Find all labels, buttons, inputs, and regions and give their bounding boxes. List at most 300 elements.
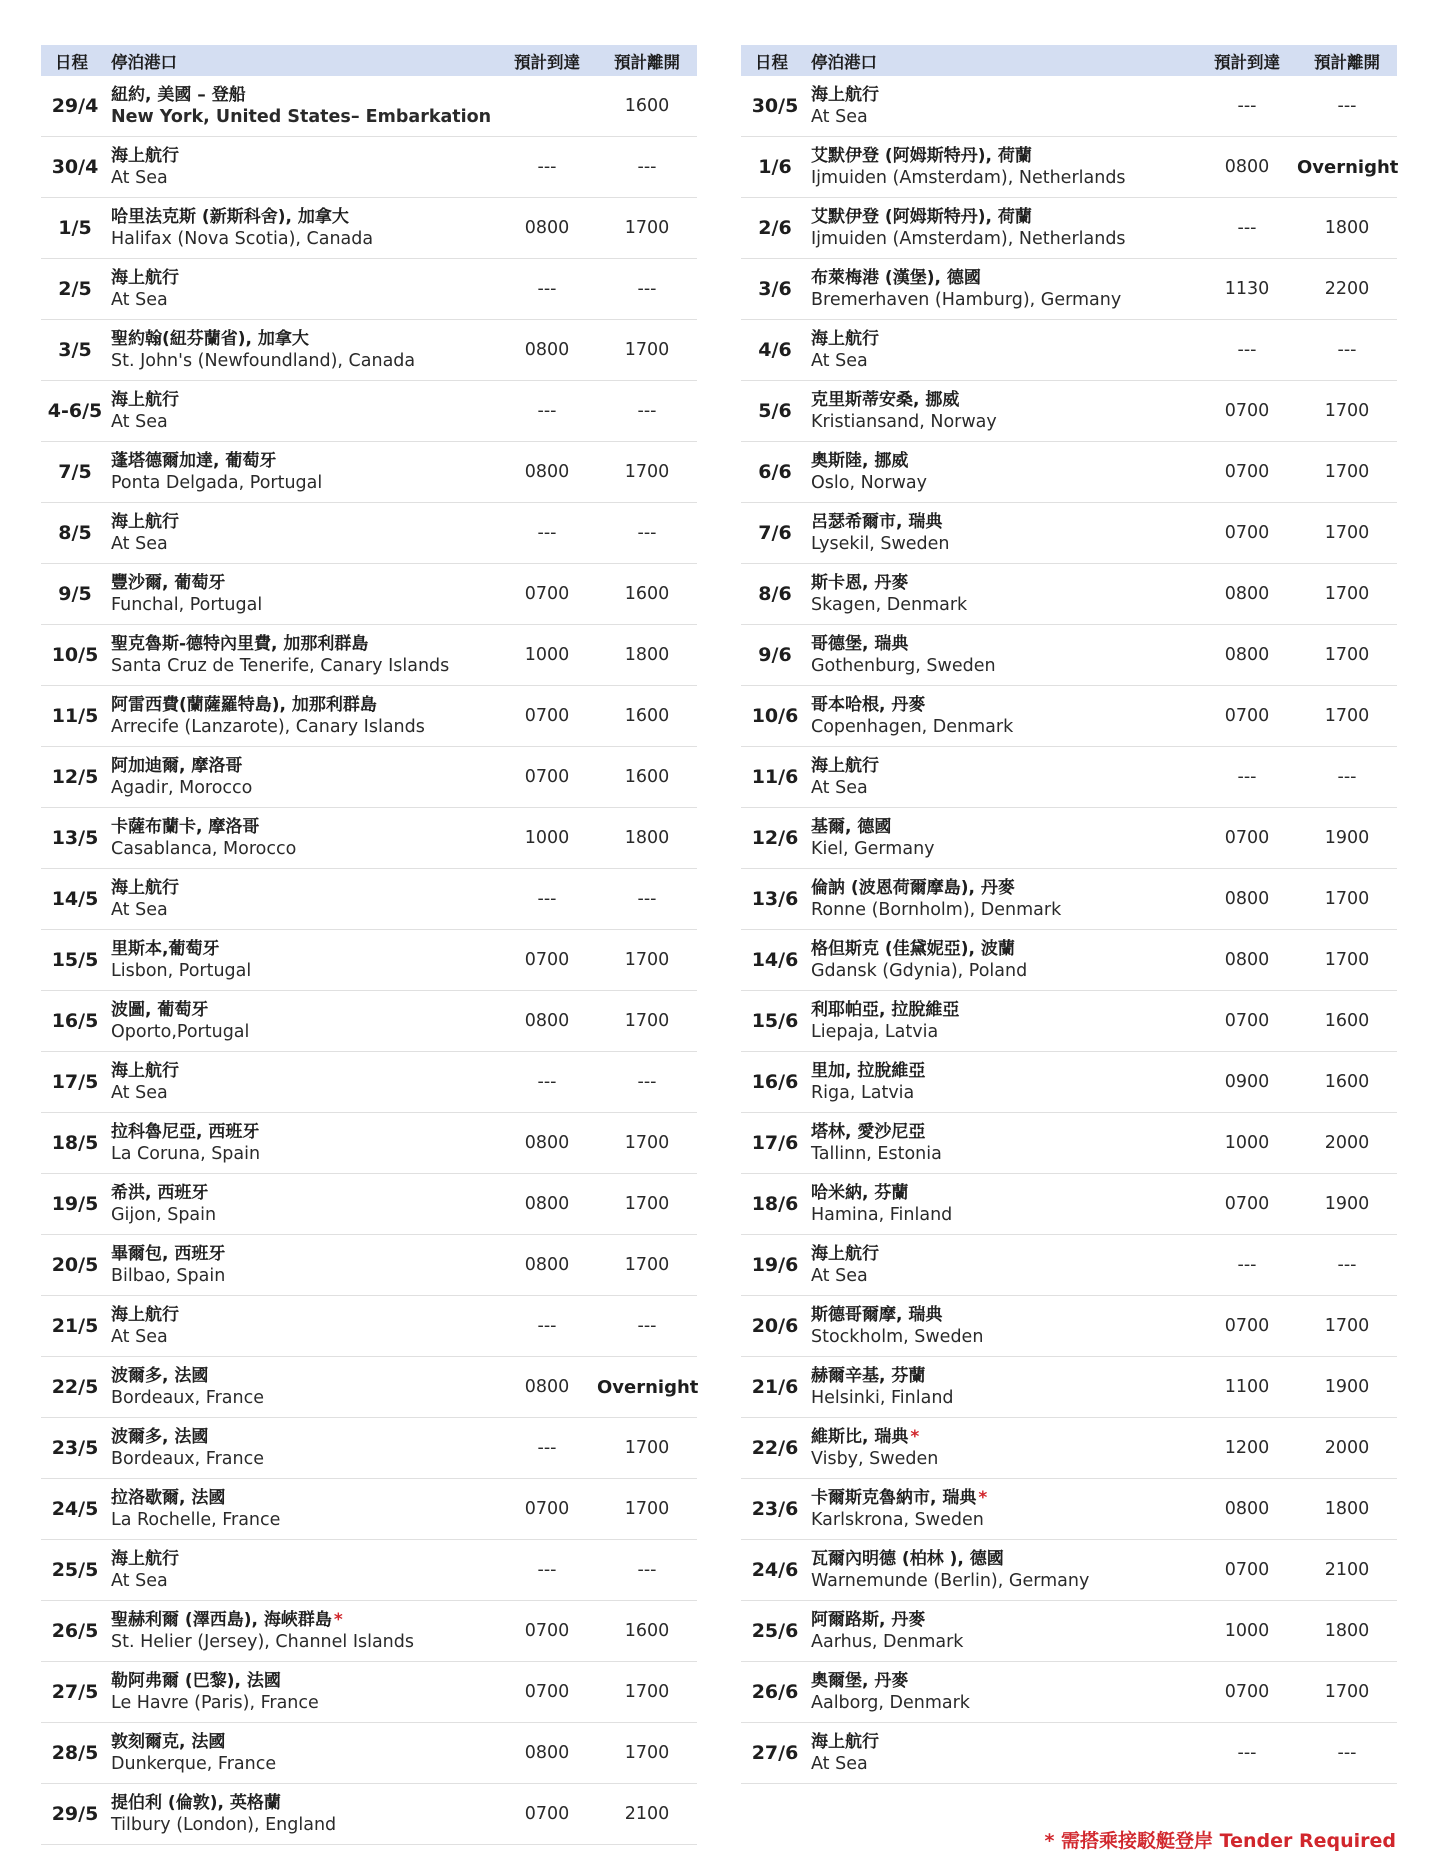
port-name-en: Bremerhaven (Hamburg), Germany: [811, 290, 1122, 310]
port-name-zh-text: 海上航行: [111, 268, 179, 288]
table-row: [41, 503, 697, 564]
port-name-zh: [811, 1304, 1197, 1326]
row-arrival: ---: [537, 1438, 557, 1458]
row-arrival: 0800: [1224, 889, 1270, 909]
row-departure: ---: [637, 401, 657, 421]
row-arrival: 0800: [1224, 645, 1270, 665]
row-arrival: ---: [537, 1316, 557, 1336]
tender-footnote: * 需搭乘接駁艇登岸 Tender Required: [1044, 1830, 1396, 1852]
row-port: [109, 816, 497, 860]
port-name-zh-text: 格但斯克 (佳黛妮亞), 波蘭: [811, 939, 1015, 959]
row-departure: ---: [637, 889, 657, 909]
row-day: 26/6: [751, 1681, 799, 1703]
row-port: [109, 1060, 497, 1104]
table-header: [41, 45, 697, 76]
row-arrival: 0700: [524, 584, 570, 604]
row-day: 16/5: [51, 1010, 99, 1032]
table-row: [41, 625, 697, 686]
port-name-zh-text: 波爾多, 法國: [111, 1427, 209, 1447]
row-departure: ---: [1337, 767, 1357, 787]
row-port: [809, 1426, 1197, 1470]
table-row: [41, 1662, 697, 1723]
row-day: 7/5: [58, 461, 92, 483]
port-name-en: Tallinn, Estonia: [811, 1144, 942, 1164]
port-name-zh-text: 拉科魯尼亞, 西班牙: [111, 1122, 260, 1142]
table-row: [41, 442, 697, 503]
row-arrival: 0700: [524, 1682, 570, 1702]
table-row: [41, 1235, 697, 1296]
table-row: [41, 137, 697, 198]
itinerary-table-right: [741, 45, 1397, 1784]
row-day: 12/5: [51, 766, 99, 788]
table-row: [741, 76, 1397, 137]
row-departure: ---: [1337, 96, 1357, 116]
table-row: [41, 1601, 697, 1662]
table-row: [41, 381, 697, 442]
port-name-zh-text: 哥德堡, 瑞典: [811, 634, 909, 654]
port-name-zh: [111, 389, 497, 411]
table-row: [741, 320, 1397, 381]
row-arrival: ---: [537, 157, 557, 177]
port-name-zh-text: 海上航行: [811, 1732, 879, 1752]
port-name-zh-text: 紐約, 美國 – 登船: [111, 85, 246, 105]
port-name-zh-text: 呂瑟希爾市, 瑞典: [811, 512, 943, 532]
table-row: [741, 137, 1397, 198]
row-arrival: ---: [537, 1560, 557, 1580]
port-name-en: Casablanca, Morocco: [111, 839, 297, 859]
port-name-zh: [811, 328, 1197, 350]
port-name-en: At Sea: [811, 107, 868, 127]
row-departure: Overnight: [1297, 156, 1399, 178]
port-name-zh: [111, 816, 497, 838]
port-name-zh-text: 希洪, 西班牙: [111, 1183, 209, 1203]
port-name-zh: [111, 1060, 497, 1082]
row-port: [809, 877, 1197, 921]
port-name-zh-text: 豐沙爾, 葡萄牙: [111, 573, 226, 593]
row-day: 9/5: [58, 583, 92, 605]
port-name-en: At Sea: [811, 1266, 868, 1286]
row-arrival: ---: [537, 523, 557, 543]
table-row: [41, 320, 697, 381]
row-day: 19/6: [751, 1254, 799, 1276]
row-day: 15/5: [51, 949, 99, 971]
row-day: 27/6: [751, 1742, 799, 1764]
row-arrival: 1000: [1224, 1133, 1270, 1153]
row-port: [809, 1365, 1197, 1409]
row-departure: ---: [637, 157, 657, 177]
row-arrival: 1000: [1224, 1621, 1270, 1641]
port-name-en: Riga, Latvia: [811, 1083, 915, 1103]
table-row: [741, 1052, 1397, 1113]
port-name-en: Gdansk (Gdynia), Poland: [811, 961, 1028, 981]
row-departure: ---: [637, 523, 657, 543]
tender-star: *: [333, 1610, 343, 1630]
row-departure: ---: [637, 1316, 657, 1336]
port-name-en: At Sea: [111, 1083, 168, 1103]
port-name-en: At Sea: [111, 290, 168, 310]
port-name-en: At Sea: [111, 412, 168, 432]
row-departure: 1700: [1324, 401, 1370, 421]
row-port: [809, 755, 1197, 799]
row-arrival: 0800: [1224, 1499, 1270, 1519]
port-name-en: La Rochelle, France: [111, 1510, 281, 1530]
port-name-en: Stockholm, Sweden: [811, 1327, 984, 1347]
port-name-zh: [111, 572, 497, 594]
port-name-zh-text: 波爾多, 法國: [111, 1366, 209, 1386]
row-day: 9/6: [758, 644, 792, 666]
row-day: 17/5: [51, 1071, 99, 1093]
row-day: 13/5: [51, 827, 99, 849]
row-arrival: 0800: [524, 1011, 570, 1031]
port-name-zh-text: 海上航行: [111, 512, 179, 532]
port-name-zh: [811, 1731, 1197, 1753]
port-name-en: Karlskrona, Sweden: [811, 1510, 984, 1530]
port-name-en: Santa Cruz de Tenerife, Canary Islands: [111, 656, 450, 676]
row-port: [809, 572, 1197, 616]
row-day: 24/6: [751, 1559, 799, 1581]
port-name-zh: [111, 145, 497, 167]
row-port: [809, 1304, 1197, 1348]
port-name-zh-text: 艾默伊登 (阿姆斯特丹), 荷蘭: [811, 207, 1032, 227]
row-day: 22/6: [751, 1437, 799, 1459]
port-name-en: Lysekil, Sweden: [811, 534, 950, 554]
table-row: [741, 1174, 1397, 1235]
port-name-zh-text: 海上航行: [811, 329, 879, 349]
port-name-en: At Sea: [111, 168, 168, 188]
row-arrival: 0700: [524, 1499, 570, 1519]
table-row: [41, 564, 697, 625]
row-arrival: 0800: [524, 1377, 570, 1397]
row-port: [109, 633, 497, 677]
row-port: [109, 1792, 497, 1836]
row-port: [109, 84, 497, 128]
row-port: [109, 511, 497, 555]
table-row: [741, 564, 1397, 625]
row-arrival: 0700: [1224, 462, 1270, 482]
port-name-en: St. Helier (Jersey), Channel Islands: [111, 1632, 415, 1652]
row-departure: 1800: [624, 828, 670, 848]
row-day: 29/4: [51, 95, 99, 117]
row-port: [109, 1609, 497, 1653]
table-row: [741, 259, 1397, 320]
port-name-en: Halifax (Nova Scotia), Canada: [111, 229, 374, 249]
header-arrive: 預計到達: [1214, 52, 1280, 72]
row-port: [809, 633, 1197, 677]
port-name-en: Skagen, Denmark: [811, 595, 968, 615]
row-port: [809, 1182, 1197, 1226]
row-arrival: 0700: [1224, 828, 1270, 848]
row-departure: 1600: [1324, 1011, 1370, 1031]
table-row: [41, 1418, 697, 1479]
port-name-zh: [811, 450, 1197, 472]
row-port: [109, 1731, 497, 1775]
row-day: 25/6: [751, 1620, 799, 1642]
port-name-zh-text: 阿爾路斯, 丹麥: [811, 1610, 926, 1630]
row-departure: 1900: [1324, 1377, 1370, 1397]
row-arrival: ---: [1237, 1743, 1257, 1763]
port-name-en: Aalborg, Denmark: [811, 1693, 970, 1713]
port-name-zh: [111, 877, 497, 899]
port-name-en: At Sea: [811, 351, 868, 371]
row-port: [109, 1182, 497, 1226]
port-name-zh: [811, 938, 1197, 960]
row-departure: 1600: [624, 96, 670, 116]
port-name-en: Dunkerque, France: [111, 1754, 277, 1774]
row-arrival: 0700: [524, 767, 570, 787]
port-name-zh: [111, 1304, 497, 1326]
port-name-en: Warnemunde (Berlin), Germany: [811, 1571, 1090, 1591]
port-name-zh-text: 里加, 拉脫維亞: [811, 1061, 926, 1081]
port-name-zh-text: 艾默伊登 (阿姆斯特丹), 荷蘭: [811, 146, 1032, 166]
port-name-zh: [111, 328, 497, 350]
table-row: [741, 686, 1397, 747]
port-name-zh: [111, 1243, 497, 1265]
row-departure: 2100: [1324, 1560, 1370, 1580]
row-day: 23/6: [751, 1498, 799, 1520]
row-departure: ---: [1337, 340, 1357, 360]
row-port: [809, 145, 1197, 189]
port-name-en: Oporto,Portugal: [111, 1022, 250, 1042]
port-name-zh: [111, 1121, 497, 1143]
table-row: [741, 1540, 1397, 1601]
row-departure: 2200: [1324, 279, 1370, 299]
row-port: [109, 267, 497, 311]
port-name-en: Liepaja, Latvia: [811, 1022, 939, 1042]
row-departure: 1700: [1324, 584, 1370, 604]
row-arrival: 0800: [1224, 584, 1270, 604]
port-name-en: At Sea: [111, 1327, 168, 1347]
port-name-zh: [811, 755, 1197, 777]
port-name-en: Ijmuiden (Amsterdam), Netherlands: [811, 229, 1126, 249]
row-arrival: 0800: [1224, 950, 1270, 970]
port-name-zh: [111, 267, 497, 289]
row-arrival: 0700: [1224, 1560, 1270, 1580]
port-name-zh: [811, 877, 1197, 899]
row-departure: ---: [1337, 1255, 1357, 1275]
row-day: 25/5: [51, 1559, 99, 1581]
row-day: 7/6: [758, 522, 792, 544]
port-name-zh: [811, 816, 1197, 838]
table-row: [741, 1418, 1397, 1479]
row-departure: 1700: [624, 218, 670, 238]
port-name-en: Copenhagen, Denmark: [811, 717, 1014, 737]
row-port: [809, 84, 1197, 128]
table-row: [741, 442, 1397, 503]
row-port: [809, 999, 1197, 1043]
port-name-zh-text: 奧爾堡, 丹麥: [811, 1671, 909, 1691]
row-day: 18/6: [751, 1193, 799, 1215]
row-departure: 1900: [1324, 1194, 1370, 1214]
port-name-zh-text: 聖赫利爾 (澤西島), 海峽群島: [111, 1610, 332, 1630]
port-name-zh-text: 斯德哥爾摩, 瑞典: [811, 1305, 943, 1325]
header-port: 停泊港口: [111, 52, 177, 72]
port-name-zh: [811, 694, 1197, 716]
row-day: 28/5: [51, 1742, 99, 1764]
port-name-zh: [111, 206, 497, 228]
row-port: [809, 1609, 1197, 1653]
row-arrival: 1100: [1224, 1377, 1270, 1397]
port-name-en: Aarhus, Denmark: [811, 1632, 964, 1652]
row-departure: ---: [1337, 1743, 1357, 1763]
table-row: [41, 259, 697, 320]
row-departure: 1800: [1324, 1621, 1370, 1641]
row-arrival: 0800: [524, 462, 570, 482]
port-name-en: Kiel, Germany: [811, 839, 935, 859]
row-departure: 1600: [624, 706, 670, 726]
row-arrival: ---: [1237, 1255, 1257, 1275]
row-port: [109, 145, 497, 189]
port-name-zh-text: 利耶帕亞, 拉脫維亞: [811, 1000, 960, 1020]
port-name-en: Ijmuiden (Amsterdam), Netherlands: [811, 168, 1126, 188]
row-day: 10/6: [751, 705, 799, 727]
row-arrival: 0700: [524, 1621, 570, 1641]
port-name-zh: [111, 1487, 497, 1509]
port-name-zh-text: 瓦爾內明德 (柏林 ), 德國: [811, 1549, 1004, 1569]
row-port: [809, 938, 1197, 982]
table-row: [41, 1052, 697, 1113]
port-name-zh: [111, 450, 497, 472]
table-row: [741, 1296, 1397, 1357]
row-arrival: ---: [537, 889, 557, 909]
port-name-zh-text: 哥本哈根, 丹麥: [811, 695, 926, 715]
port-name-en: Bordeaux, France: [111, 1449, 264, 1469]
row-day: 4-6/5: [47, 400, 103, 422]
row-arrival: 0700: [1224, 1682, 1270, 1702]
port-name-zh-text: 里斯本,葡萄牙: [111, 939, 220, 959]
table-row: [741, 930, 1397, 991]
row-departure: 1700: [624, 950, 670, 970]
port-name-en: Le Havre (Paris), France: [111, 1693, 319, 1713]
port-name-zh-text: 提伯利 (倫敦), 英格蘭: [111, 1793, 281, 1813]
table-row: [741, 747, 1397, 808]
row-departure: 1700: [624, 1682, 670, 1702]
port-name-zh-text: 拉洛歇爾, 法國: [111, 1488, 226, 1508]
row-arrival: 1130: [1224, 279, 1270, 299]
row-day: 20/6: [751, 1315, 799, 1337]
table-row: [41, 1113, 697, 1174]
port-name-en: Bilbao, Spain: [111, 1266, 226, 1286]
row-arrival: ---: [1237, 96, 1257, 116]
port-name-zh-text: 海上航行: [111, 146, 179, 166]
row-departure: 1700: [1324, 1682, 1370, 1702]
port-name-en: Bordeaux, France: [111, 1388, 264, 1408]
row-departure: 1600: [624, 584, 670, 604]
port-name-zh: [111, 84, 497, 106]
port-name-zh-text: 海上航行: [811, 756, 879, 776]
port-name-zh-text: 聖克魯斯-德特內里費, 加那利群島: [111, 634, 369, 654]
row-arrival: ---: [537, 279, 557, 299]
row-day: 23/5: [51, 1437, 99, 1459]
row-arrival: 1000: [524, 828, 570, 848]
row-port: [809, 1670, 1197, 1714]
port-name-en: Lisbon, Portugal: [111, 961, 252, 981]
port-name-zh-text: 波圖, 葡萄牙: [111, 1000, 209, 1020]
row-port: [109, 999, 497, 1043]
row-departure: 1800: [1324, 218, 1370, 238]
port-name-zh-text: 海上航行: [811, 1244, 879, 1264]
port-name-zh: [811, 999, 1197, 1021]
row-port: [809, 328, 1197, 372]
row-day: 8/5: [58, 522, 92, 544]
table-row: [741, 991, 1397, 1052]
port-name-zh-text: 阿雷西費(蘭薩羅特島), 加那利群島: [111, 695, 377, 715]
row-port: [109, 572, 497, 616]
port-name-en: Kristiansand, Norway: [811, 412, 997, 432]
row-departure: 2100: [624, 1804, 670, 1824]
port-name-zh-text: 海上航行: [111, 1061, 179, 1081]
row-port: [109, 328, 497, 372]
row-day: 15/6: [751, 1010, 799, 1032]
table-row: [741, 1723, 1397, 1784]
row-arrival: ---: [537, 1072, 557, 1092]
row-arrival: ---: [1237, 767, 1257, 787]
port-name-zh-text: 海上航行: [111, 390, 179, 410]
row-day: 26/5: [51, 1620, 99, 1642]
row-day: 1/6: [758, 156, 792, 178]
port-name-en: Visby, Sweden: [811, 1449, 939, 1469]
table-row: [41, 1479, 697, 1540]
row-day: 17/6: [751, 1132, 799, 1154]
port-name-en: Agadir, Morocco: [111, 778, 253, 798]
row-day: 30/4: [51, 156, 99, 178]
port-name-zh-text: 塔林, 愛沙尼亞: [811, 1122, 926, 1142]
port-name-en: Oslo, Norway: [811, 473, 927, 493]
port-name-zh-text: 海上航行: [111, 1305, 179, 1325]
row-day: 14/5: [51, 888, 99, 910]
row-arrival: 0800: [524, 1194, 570, 1214]
row-day: 2/6: [758, 217, 792, 239]
header-port: 停泊港口: [811, 52, 877, 72]
row-port: [109, 1487, 497, 1531]
port-name-zh: [111, 1609, 497, 1631]
row-day: 3/5: [58, 339, 92, 361]
port-name-en: Hamina, Finland: [811, 1205, 953, 1225]
row-day: 6/6: [758, 461, 792, 483]
row-port: [109, 694, 497, 738]
row-arrival: ---: [537, 401, 557, 421]
port-name-en: St. John's (Newfoundland), Canada: [111, 351, 416, 371]
table-row: [741, 503, 1397, 564]
tender-star: *: [910, 1427, 920, 1447]
row-day: 3/6: [758, 278, 792, 300]
row-arrival: 0700: [524, 706, 570, 726]
tender-star: *: [978, 1488, 988, 1508]
port-name-zh: [111, 1792, 497, 1814]
row-port: [809, 1548, 1197, 1592]
row-departure: ---: [637, 279, 657, 299]
header-arrive: 預計到達: [514, 52, 580, 72]
row-day: 21/5: [51, 1315, 99, 1337]
table-row: [741, 1601, 1397, 1662]
header-depart: 預計離開: [614, 52, 680, 72]
row-day: 24/5: [51, 1498, 99, 1520]
row-day: 10/5: [51, 644, 99, 666]
table-row: [41, 198, 697, 259]
row-day: 13/6: [751, 888, 799, 910]
row-arrival: 0700: [524, 1804, 570, 1824]
row-arrival: 0700: [1224, 523, 1270, 543]
port-name-en: At Sea: [111, 534, 168, 554]
row-arrival: 0700: [1224, 1011, 1270, 1031]
table-row: [741, 1113, 1397, 1174]
table-row: [41, 1296, 697, 1357]
row-departure: 1700: [624, 1194, 670, 1214]
row-departure: 1600: [1324, 1072, 1370, 1092]
port-name-zh: [111, 1670, 497, 1692]
row-departure: 1700: [624, 1011, 670, 1031]
row-day: 27/5: [51, 1681, 99, 1703]
row-port: [109, 206, 497, 250]
